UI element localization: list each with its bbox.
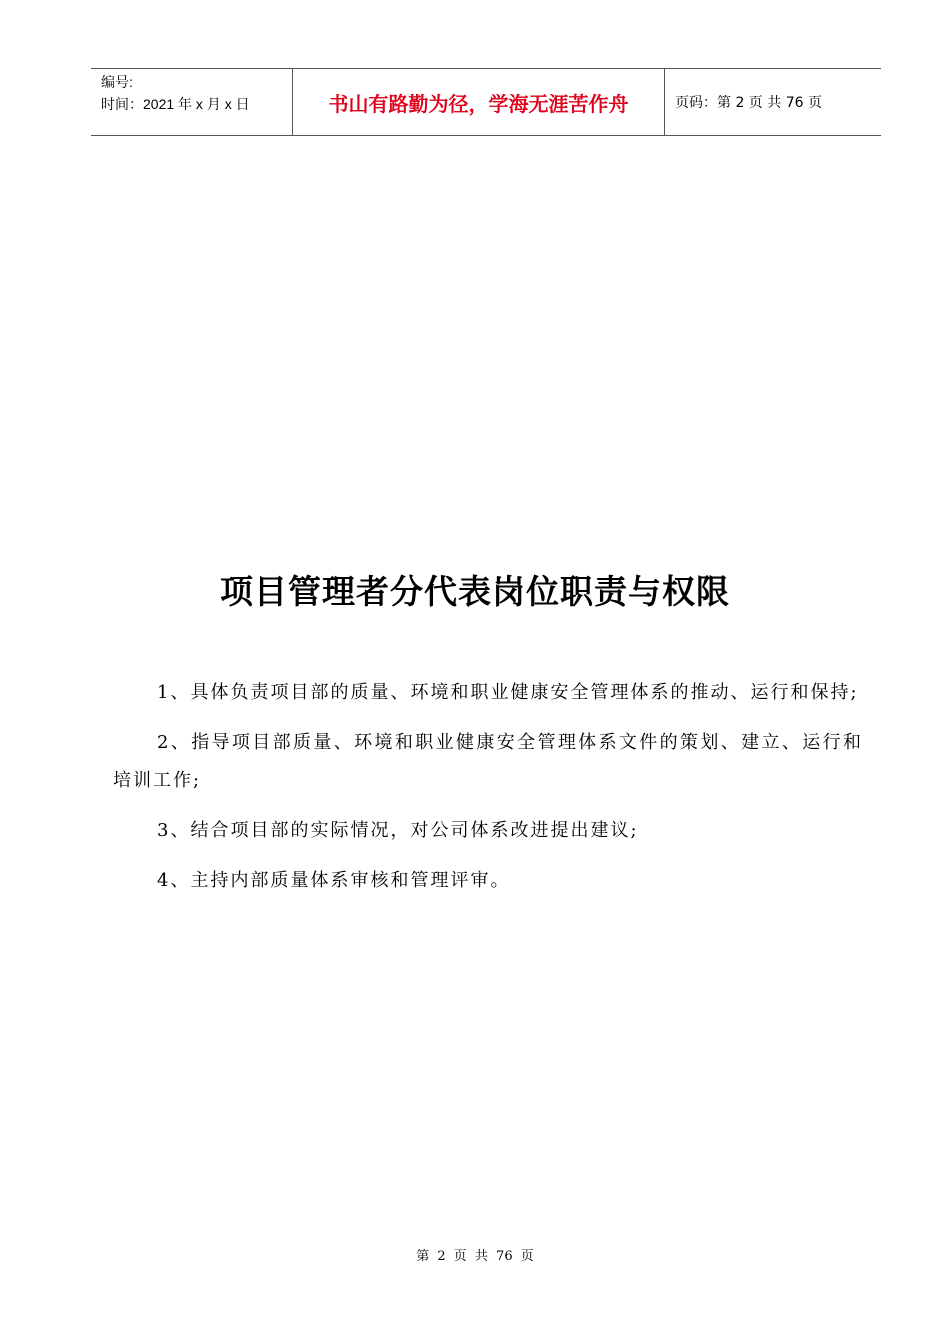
document-body (113, 674, 863, 912)
document-number-label: 编号: (101, 74, 133, 90)
document-title: 项目管理者分代表岗位职责与权限 (220, 572, 730, 611)
page-footer: 第 2 页 共 76 页 (416, 1249, 534, 1264)
paragraph-1: 1、具体负责项目部的质量、环境和职业健康安全管理体系的推动、运行和保持; (157, 682, 859, 703)
paragraph-2: 2、指导项目部质量、环境和职业健康安全管理体系文件的策划、建立、运行和培训工作; (113, 732, 863, 791)
page-header (91, 68, 881, 136)
header-page-info: 页码：第 2 页 共 76 页 (675, 95, 822, 111)
paragraph-4: 4、主持内部质量体系审核和管理评审。 (157, 870, 511, 891)
header-motto: 书山有路勤为径，学海无涯苦作舟 (293, 69, 665, 135)
document-date: 时间：2021 年 x 月 x 日 (101, 96, 250, 112)
header-meta (91, 69, 293, 135)
paragraph-3: 3、结合项目部的实际情况，对公司体系改进提出建议; (157, 820, 639, 841)
